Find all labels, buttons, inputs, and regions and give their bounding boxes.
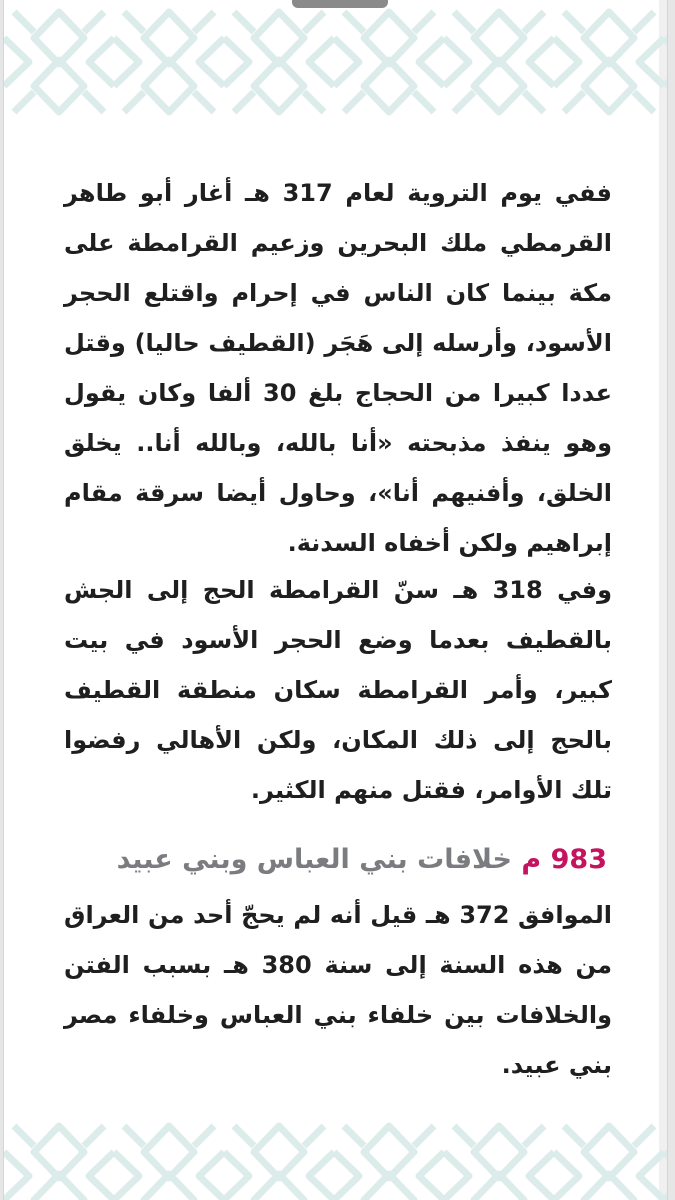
document-page	[3, 0, 668, 1200]
section-heading	[117, 840, 607, 880]
decorative-pattern-bottom	[4, 1122, 667, 1200]
scrollbar-track[interactable]	[659, 0, 667, 1200]
decorative-pattern-top	[4, 8, 667, 116]
paragraph-3: الموافق 372 هـ قيل أنه لم يحجّ أحد من العراق من هذه السنة إلى سنة 380 هـ بسبب الفتن والخلافات بين خلفاء بني العباس وخلفاء مصر بني عبيد.	[64, 901, 613, 1079]
section-title: خلافات بني العباس وبني عبيد	[116, 844, 513, 875]
top-notch	[292, 0, 388, 8]
section-year: 983 م	[521, 844, 607, 875]
paragraph-1: ففي يوم التروية لعام 317 هـ أغار أبو طاهر القرمطي ملك البحرين وزعيم القرامطة على مكة بينما كان الناس في إحرام واقتلع الحجر الأسود، وأرسله إلى هَجَر (القطيف حاليا) وقتل عددا كبيرا من الحجاج بلغ 30 ألفا وكان يقول وهو ينفذ مذبحته «أنا بالله، وبالله أنا.. يخلق الخلق، وأفنيهم أنا»، وحاول أيضا سرقة مقام إبراهيم ولكن أخفاه السدنة.	[64, 179, 612, 557]
paragraph-2: وفي 318 هـ سنّ القرامطة الحج إلى الجش بالقطيف بعدما وضع الحجر الأسود في بيت كبير، وأمر القرامطة سكان منطقة القطيف بالحج إلى ذلك المكان، ولكن الأهالي رفضوا تلك الأوامر، فقتل منهم الكثير.	[64, 576, 612, 804]
